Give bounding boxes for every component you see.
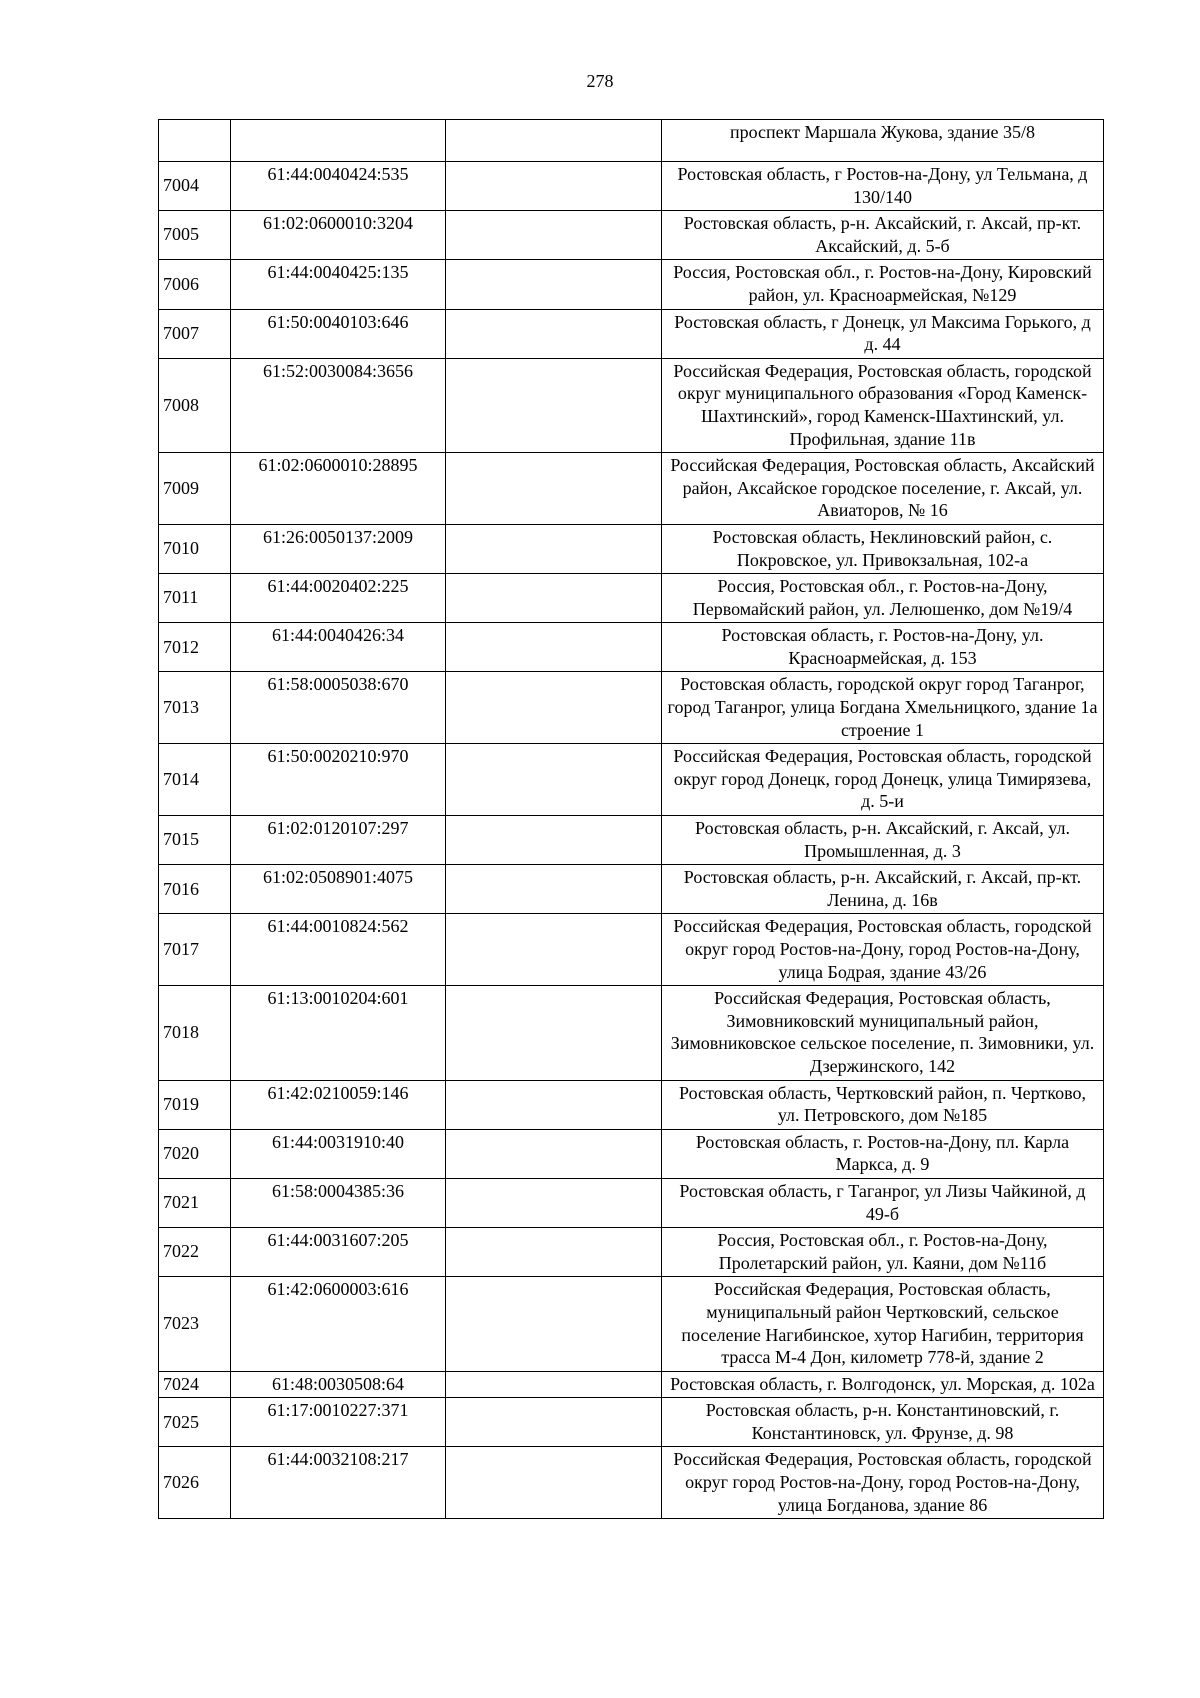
empty-cell: [446, 120, 662, 162]
address-cell: Россия, Ростовская обл., г. Ростов-на-Дону, Пролетарский район, ул. Каяни, дом №11б: [662, 1228, 1104, 1277]
cadastral-number-cell: 61:50:0040103:646: [231, 309, 446, 358]
empty-cell: [446, 1447, 662, 1519]
cadastral-number-cell: 61:44:0031607:205: [231, 1228, 446, 1277]
row-number-cell: 7023: [159, 1277, 231, 1371]
empty-cell: [446, 1080, 662, 1129]
cadastral-number-cell: 61:44:0040424:535: [231, 162, 446, 211]
row-number-cell: 7026: [159, 1447, 231, 1519]
address-cell: Российская Федерация, Ростовская область, городской округ муниципального образования «Город Каменск-Шахтинский», город Каменск-Шахтинский, ул. Профильная, здание 11в: [662, 358, 1104, 452]
registry-body: [159, 120, 1104, 1519]
empty-cell: [446, 1371, 662, 1398]
table-row: [159, 309, 1104, 358]
row-number-cell: 7025: [159, 1398, 231, 1447]
address-cell: Россия, Ростовская обл., г. Ростов-на-Дону, Первомайский район, ул. Лелюшенко, дом №19/4: [662, 574, 1104, 623]
table-row: [159, 1447, 1104, 1519]
table-row: [159, 162, 1104, 211]
cadastral-number-cell: 61:42:0210059:146: [231, 1080, 446, 1129]
cadastral-number-cell: 61:52:0030084:3656: [231, 358, 446, 452]
row-number-cell: 7017: [159, 914, 231, 986]
row-number-cell: 7009: [159, 453, 231, 525]
cadastral-number-cell: 61:02:0120107:297: [231, 816, 446, 865]
address-cell: Ростовская область, г Таганрог, ул Лизы Чайкиной, д 49-б: [662, 1178, 1104, 1227]
address-cell: Ростовская область, р-н. Аксайский, г. Аксай, пр-кт. Ленина, д. 16в: [662, 865, 1104, 914]
table-row: [159, 1178, 1104, 1227]
empty-cell: [446, 986, 662, 1080]
table-row: [159, 1398, 1104, 1447]
row-number-cell: 7021: [159, 1178, 231, 1227]
table-row: [159, 1129, 1104, 1178]
row-number-cell: 7007: [159, 309, 231, 358]
cadastral-number-cell: 61:44:0040425:135: [231, 260, 446, 309]
table-row: [159, 672, 1104, 744]
row-number-cell: 7018: [159, 986, 231, 1080]
cadastral-number-cell: 61:26:0050137:2009: [231, 524, 446, 573]
address-cell: Россия, Ростовская обл., г. Ростов-на-Дону, Кировский район, ул. Красноармейская, №129: [662, 260, 1104, 309]
table-row: [159, 816, 1104, 865]
address-cell: Российская Федерация, Ростовская область, городской округ город Ростов-на-Дону, город Ростов-на-Дону, улица Богданова, здание 86: [662, 1447, 1104, 1519]
row-number-cell: 7014: [159, 744, 231, 816]
empty-cell: [446, 1398, 662, 1447]
cadastral-number-cell: 61:44:0031910:40: [231, 1129, 446, 1178]
empty-cell: [446, 453, 662, 525]
row-number-cell: 7004: [159, 162, 231, 211]
empty-cell: [446, 1129, 662, 1178]
cadastral-number-cell: [231, 120, 446, 162]
address-cell: Российская Федерация, Ростовская область, Зимовниковский муниципальный район, Зимовниковское сельское поселение, п. Зимовники, ул. Дзержинского, 142: [662, 986, 1104, 1080]
empty-cell: [446, 162, 662, 211]
cadastral-number-cell: 61:44:0032108:217: [231, 1447, 446, 1519]
table-row: [159, 260, 1104, 309]
address-cell: Ростовская область, р-н. Аксайский, г. Аксай, ул. Промышленная, д. 3: [662, 816, 1104, 865]
cadastral-number-cell: 61:58:0004385:36: [231, 1178, 446, 1227]
row-number-cell: 7005: [159, 211, 231, 260]
cadastral-number-cell: 61:13:0010204:601: [231, 986, 446, 1080]
empty-cell: [446, 211, 662, 260]
address-cell: Ростовская область, Чертковский район, п. Чертково, ул. Петровского, дом №185: [662, 1080, 1104, 1129]
cadastral-number-cell: 61:48:0030508:64: [231, 1371, 446, 1398]
empty-cell: [446, 865, 662, 914]
address-cell: Ростовская область, г. Волгодонск, ул. Морская, д. 102а: [662, 1371, 1104, 1398]
table-row: [159, 211, 1104, 260]
address-cell: Ростовская область, г. Ростов-на-Дону, ул. Красноармейская, д. 153: [662, 623, 1104, 672]
row-number-cell: 7020: [159, 1129, 231, 1178]
table-row: [159, 865, 1104, 914]
cadastral-number-cell: 61:42:0600003:616: [231, 1277, 446, 1371]
empty-cell: [446, 672, 662, 744]
address-cell: Российская Федерация, Ростовская область, городской округ город Донецк, город Донецк, улица Тимирязева, д. 5-и: [662, 744, 1104, 816]
table-row: [159, 1080, 1104, 1129]
empty-cell: [446, 623, 662, 672]
address-cell: Ростовская область, г. Ростов-на-Дону, пл. Карла Маркса, д. 9: [662, 1129, 1104, 1178]
table-row: [159, 986, 1104, 1080]
address-cell: Ростовская область, Неклиновский район, с. Покровское, ул. Привокзальная, 102-а: [662, 524, 1104, 573]
cadastral-number-cell: 61:50:0020210:970: [231, 744, 446, 816]
registry-table: [158, 119, 1104, 1519]
cadastral-number-cell: 61:44:0040426:34: [231, 623, 446, 672]
table-row: [159, 744, 1104, 816]
cadastral-number-cell: 61:02:0600010:28895: [231, 453, 446, 525]
table-row: [159, 358, 1104, 452]
table-row: [159, 914, 1104, 986]
row-number-cell: 7006: [159, 260, 231, 309]
continuation-row: [159, 120, 1104, 162]
address-cell: Ростовская область, г Донецк, ул Максима Горького, д д. 44: [662, 309, 1104, 358]
row-number-cell: [159, 120, 231, 162]
cadastral-number-cell: 61:44:0020402:225: [231, 574, 446, 623]
empty-cell: [446, 816, 662, 865]
cadastral-number-cell: 61:44:0010824:562: [231, 914, 446, 986]
row-number-cell: 7019: [159, 1080, 231, 1129]
table-row: [159, 1228, 1104, 1277]
table-row: [159, 623, 1104, 672]
row-number-cell: 7022: [159, 1228, 231, 1277]
cadastral-number-cell: 61:17:0010227:371: [231, 1398, 446, 1447]
page-number: 278: [586, 71, 614, 91]
row-number-cell: 7010: [159, 524, 231, 573]
address-cell: Ростовская область, р-н. Константиновский, г. Константиновск, ул. Фрунзе, д. 98: [662, 1398, 1104, 1447]
table-row: [159, 574, 1104, 623]
empty-cell: [446, 914, 662, 986]
empty-cell: [446, 1228, 662, 1277]
address-cell: Ростовская область, р-н. Аксайский, г. Аксай, пр-кт. Аксайский, д. 5-б: [662, 211, 1104, 260]
cadastral-number-cell: 61:02:0508901:4075: [231, 865, 446, 914]
address-cell: Российская Федерация, Ростовская область, Аксайский район, Аксайское городское поселение, г. Аксай, ул. Авиаторов, № 16: [662, 453, 1104, 525]
empty-cell: [446, 358, 662, 452]
table-row: [159, 1371, 1104, 1398]
table-row: [159, 524, 1104, 573]
empty-cell: [446, 1178, 662, 1227]
row-number-cell: 7013: [159, 672, 231, 744]
row-number-cell: 7008: [159, 358, 231, 452]
empty-cell: [446, 260, 662, 309]
address-cell: Ростовская область, городской округ город Таганрог, город Таганрог, улица Богдана Хмельницкого, здание 1а строение 1: [662, 672, 1104, 744]
address-cell: проспект Маршала Жукова, здание 35/8: [662, 120, 1104, 162]
address-cell: Российская Федерация, Ростовская область, муниципальный район Чертковский, сельское поселение Нагибинское, хутор Нагибин, территория трасса М-4 Дон, километр 778-й, здание 2: [662, 1277, 1104, 1371]
empty-cell: [446, 744, 662, 816]
row-number-cell: 7011: [159, 574, 231, 623]
table-row: [159, 453, 1104, 525]
row-number-cell: 7024: [159, 1371, 231, 1398]
empty-cell: [446, 309, 662, 358]
cadastral-number-cell: 61:58:0005038:670: [231, 672, 446, 744]
address-cell: Ростовская область, г Ростов-на-Дону, ул Тельмана, д 130/140: [662, 162, 1104, 211]
row-number-cell: 7016: [159, 865, 231, 914]
cadastral-number-cell: 61:02:0600010:3204: [231, 211, 446, 260]
row-number-cell: 7015: [159, 816, 231, 865]
table-row: [159, 1277, 1104, 1371]
row-number-cell: 7012: [159, 623, 231, 672]
empty-cell: [446, 1277, 662, 1371]
empty-cell: [446, 524, 662, 573]
address-cell: Российская Федерация, Ростовская область, городской округ город Ростов-на-Дону, город Ростов-на-Дону, улица Бодрая, здание 43/26: [662, 914, 1104, 986]
empty-cell: [446, 574, 662, 623]
